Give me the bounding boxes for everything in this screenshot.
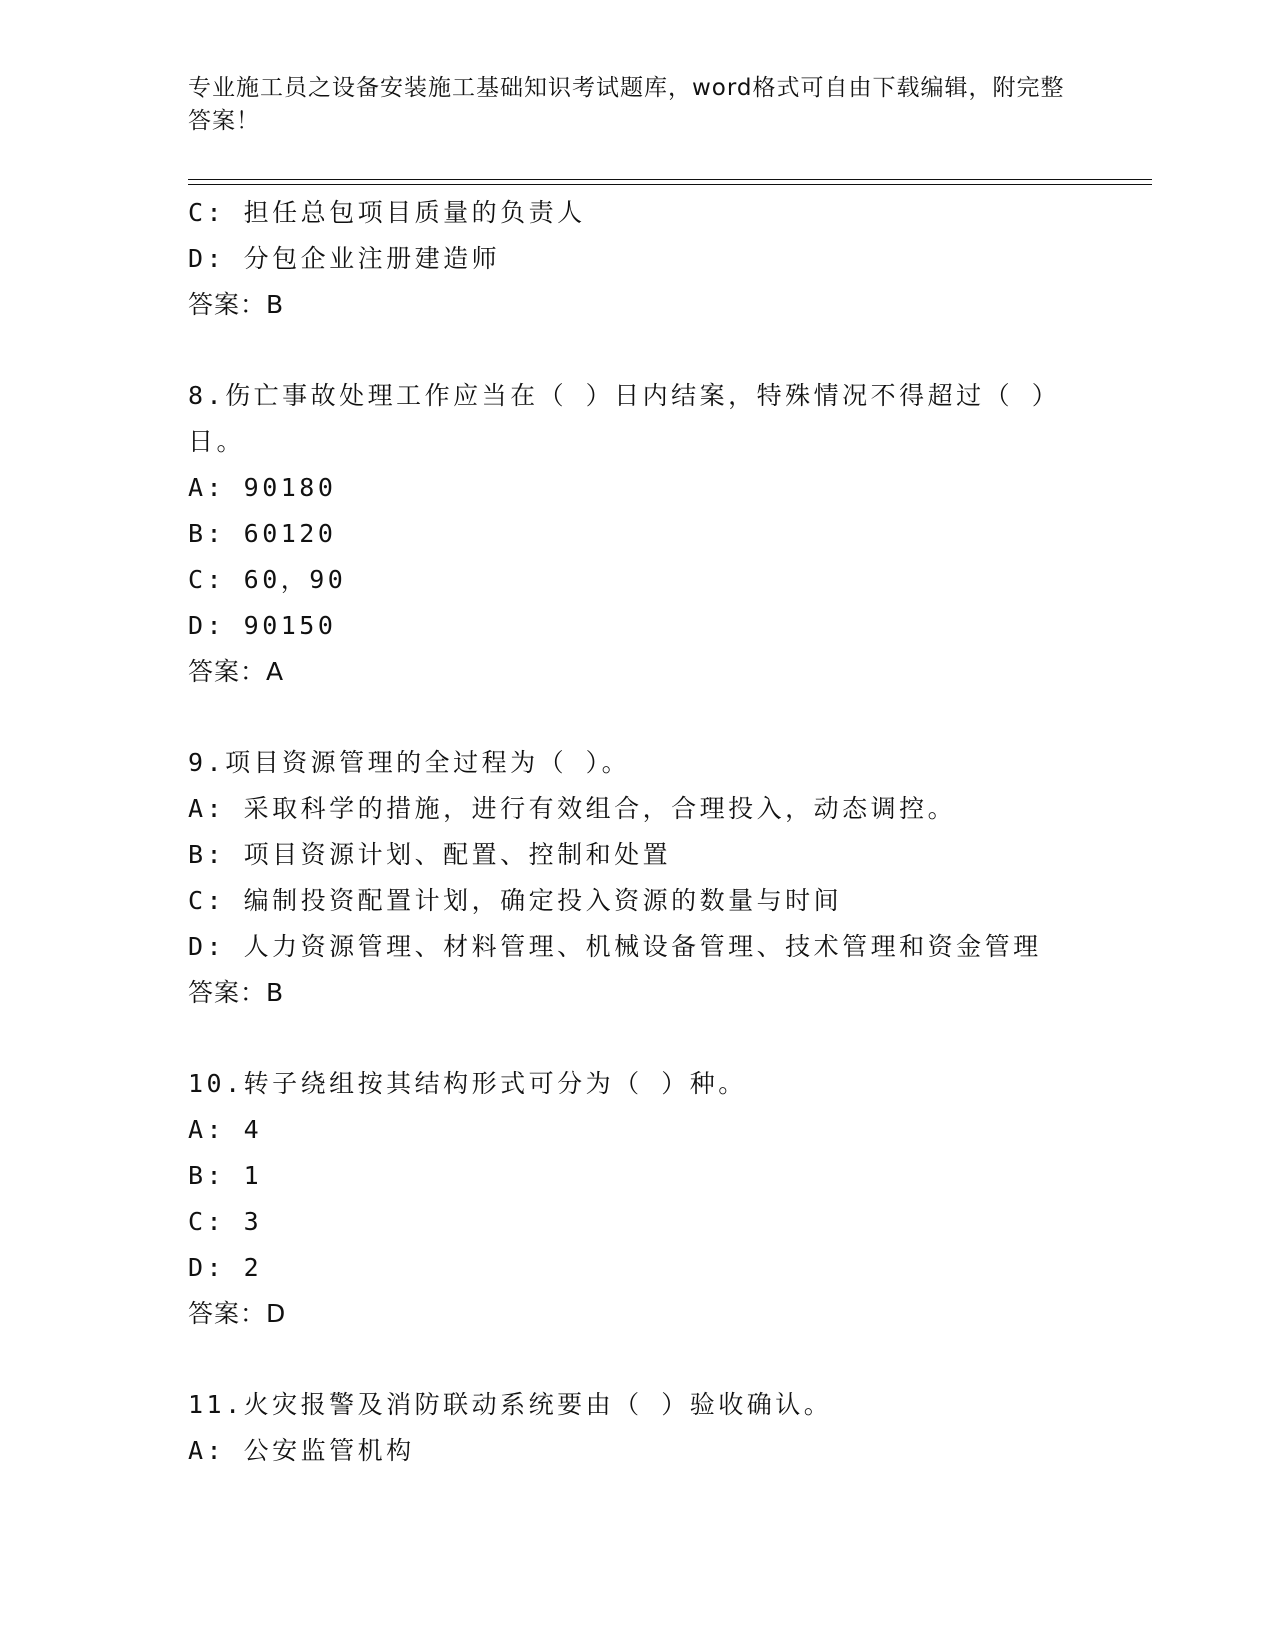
header-rule-top <box>188 179 1152 180</box>
option-c: C: 编制投资配置计划，确定投入资源的数量与时间 <box>188 886 843 915</box>
option-c: C: 3 <box>188 1207 263 1236</box>
answer: 答案：A <box>188 657 285 686</box>
option-b: B: 60120 <box>188 519 337 548</box>
spacer <box>188 1016 1088 1061</box>
option-a: A: 4 <box>188 1115 263 1144</box>
spacer <box>188 1337 1088 1382</box>
spacer <box>188 695 1088 740</box>
question-list <box>188 190 1088 1474</box>
option-a: A: 90180 <box>188 473 337 502</box>
question-stem: 9.项目资源管理的全过程为（ ）。 <box>188 748 631 777</box>
question-9 <box>188 740 1088 1016</box>
question-stem: 11.火灾报警及消防联动系统要由（ ）验收确认。 <box>188 1390 833 1419</box>
option-d: D: 分包企业注册建造师 <box>188 244 501 273</box>
answer: 答案：D <box>188 1299 287 1328</box>
spacer <box>188 328 1088 373</box>
option-b: B: 1 <box>188 1161 263 1190</box>
option-a: A: 采取科学的措施，进行有效组合，合理投入，动态调控。 <box>188 794 957 823</box>
header-rule-bottom <box>188 184 1152 185</box>
question-stem: 8.伤亡事故处理工作应当在（ ）日内结案，特殊情况不得超过（ ）日。 <box>188 381 1048 456</box>
question-8 <box>188 373 1088 695</box>
option-c: C: 60，90 <box>188 565 347 594</box>
question-11 <box>188 1382 1088 1474</box>
option-c: C: 担任总包项目质量的负责人 <box>188 198 586 227</box>
option-a: A: 公安监管机构 <box>188 1436 415 1465</box>
question-stem: 10.转子绕组按其结构形式可分为（ ）种。 <box>188 1069 747 1098</box>
option-b: B: 项目资源计划、配置、控制和处置 <box>188 840 672 869</box>
option-d: D: 2 <box>188 1253 263 1282</box>
document-header <box>188 72 1068 138</box>
question-7-continued <box>188 190 1088 328</box>
option-d: D: 人力资源管理、材料管理、机械设备管理、技术管理和资金管理 <box>188 932 1042 961</box>
question-10 <box>188 1061 1088 1337</box>
option-d: D: 90150 <box>188 611 337 640</box>
header-title: 专业施工员之设备安装施工基础知识考试题库，word格式可自由下载编辑，附完整答案！ <box>188 75 1065 134</box>
answer: 答案：B <box>188 978 285 1007</box>
answer: 答案：B <box>188 290 285 319</box>
